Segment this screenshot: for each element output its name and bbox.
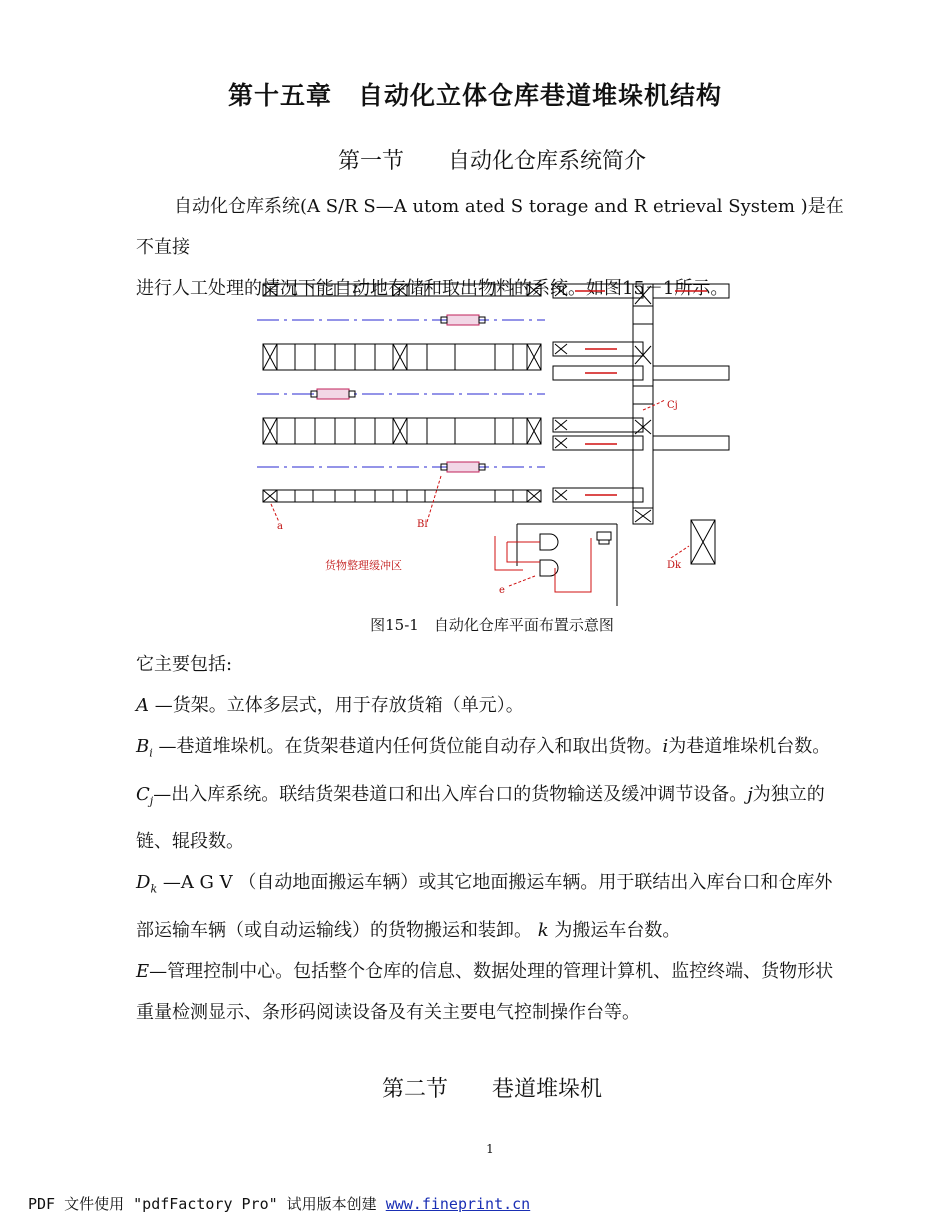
- chapter-title: 第十五章 自动化立体仓库巷道堆垛机结构: [227, 81, 722, 110]
- item-d-text-2: 为搬运车台数。: [548, 919, 681, 941]
- item-d-letter: D: [136, 872, 151, 894]
- item-a-letter: A: [136, 695, 149, 716]
- item-d-text-1: —A G V （自动地面搬运车辆）或其它地面搬运车辆。用于联结出入库台口和仓库外部运输车辆（或自动运输线）的货物搬运和装卸。: [136, 872, 833, 941]
- label-zone: 货物整理缓冲区: [325, 559, 402, 572]
- item-b-letter: B: [136, 736, 150, 757]
- rack-row: [263, 344, 541, 370]
- stacker-crane: [447, 462, 479, 472]
- includes-line: 它主要包括:: [136, 654, 233, 675]
- item-d-k: k: [537, 919, 549, 941]
- rack-row: [263, 418, 541, 444]
- label-a: a: [277, 521, 283, 532]
- rack-row: [263, 284, 541, 296]
- label-e: e: [499, 585, 505, 596]
- item-b: [136, 726, 848, 774]
- label-dk: Dk: [667, 560, 682, 571]
- component-list: [136, 644, 848, 1033]
- item-c-text-1: —出入库系统。联结货架巷道口和出入库台口的货物输送及缓冲调节设备。: [153, 783, 748, 805]
- item-b-i: i: [662, 736, 669, 757]
- item-a-text: —货架。立体多层式，用于存放货箱（单元）。: [149, 695, 524, 716]
- item-b-sub: i: [149, 746, 153, 760]
- item-e: [136, 951, 848, 1033]
- intro-line-1: 自动化仓库系统(A S/R S—A utom ated S torage and R etrieval System )是在不直接: [136, 196, 844, 258]
- item-c-j: j: [747, 783, 753, 805]
- footer: [28, 1193, 530, 1214]
- warehouse-layout-figure: [255, 276, 740, 606]
- intro-line-2: 进行人工处理的情况下能自动地存储和取出物料的系统。如图15－1所示。: [136, 278, 729, 299]
- footer-text: PDF 文件使用 "pdfFactory Pro" 试用版本创建: [28, 1195, 386, 1213]
- item-c: [136, 774, 848, 863]
- footer-link[interactable]: www.fineprint.cn: [385, 1195, 531, 1213]
- item-b-text-2: 为巷道堆垛机台数。: [668, 736, 831, 757]
- stacker-crane: [447, 315, 479, 325]
- section-title-1: 第一节 自动化仓库系统简介: [337, 149, 646, 174]
- figure-caption: 图15-1 自动化仓库平面布置示意图: [370, 616, 614, 634]
- item-c-text-2: 为独立的链、辊段数。: [136, 783, 825, 853]
- item-e-text: —管理控制中心。包括整个仓库的信息、数据处理的管理计算机、监控终端、货物形状重量检测显示、条形码阅读设备及有关主要电气控制操作台等。: [136, 960, 834, 1023]
- item-e-letter: E: [136, 960, 150, 982]
- label-cj: Cj: [667, 400, 678, 411]
- stacker-crane: [317, 389, 349, 399]
- item-d-sub: k: [150, 882, 158, 896]
- item-b-text-1: —巷道堆垛机。在货架巷道内任何货位能自动存入和取出货物。: [152, 736, 663, 757]
- section-title-2: 第二节 巷道堆垛机: [381, 1077, 602, 1102]
- label-bi: Bi: [417, 519, 428, 530]
- item-d: [136, 862, 848, 951]
- item-c-letter: C: [136, 783, 150, 805]
- page-number: 1: [486, 1142, 494, 1156]
- rack-row: [263, 490, 541, 502]
- item-c-sub: j: [149, 794, 154, 808]
- item-a: [136, 685, 848, 726]
